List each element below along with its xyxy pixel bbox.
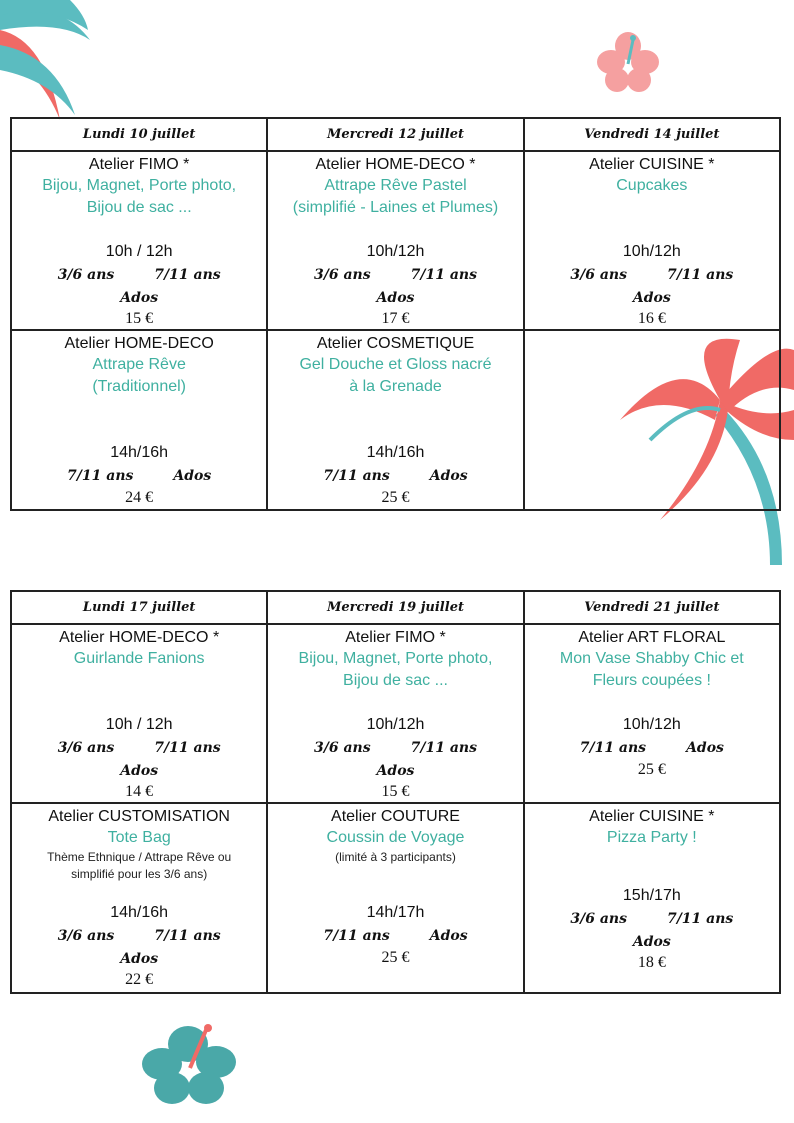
workshop-title: Atelier COSMETIQUE bbox=[316, 335, 475, 352]
age-group: 7/11 ans bbox=[579, 740, 647, 756]
workshop-price: 16 € bbox=[637, 310, 666, 327]
age-group: 3/6 ans bbox=[314, 740, 371, 756]
workshop-price: 25 € bbox=[381, 489, 410, 506]
workshop-subtitle: Guirlande Fanions bbox=[73, 650, 205, 667]
workshop-cell bbox=[267, 803, 523, 993]
workshop-title: Atelier HOME-DECO * bbox=[315, 156, 476, 173]
age-group: Ados bbox=[376, 290, 415, 306]
workshop-title: Atelier HOME-DECO bbox=[64, 335, 214, 352]
workshop-subtitle: Pizza Party ! bbox=[606, 829, 697, 846]
workshop-time: 14h/16h bbox=[366, 444, 425, 461]
afternoon-row bbox=[11, 330, 780, 510]
workshop-cell bbox=[524, 803, 780, 993]
workshop-note: simplifié pour les 3/6 ans) bbox=[71, 867, 208, 881]
workshop-price: 22 € bbox=[125, 971, 154, 988]
table-header-row bbox=[11, 118, 780, 151]
day-header: Lundi 10 juillet bbox=[11, 118, 267, 151]
workshop-price: 15 € bbox=[381, 783, 410, 800]
workshop-subtitle: Tote Bag bbox=[107, 829, 171, 846]
workshop-subtitle: Fleurs coupées ! bbox=[592, 672, 711, 689]
workshop-subtitle: Coussin de Voyage bbox=[326, 829, 465, 846]
age-group: 7/11 ans bbox=[410, 267, 477, 283]
workshop-title: Atelier CUISINE * bbox=[589, 808, 715, 825]
workshop-cell bbox=[11, 803, 267, 993]
workshop-price: 14 € bbox=[125, 783, 154, 800]
day-header: Vendredi 21 juillet bbox=[524, 591, 780, 624]
workshop-time: 15h/17h bbox=[622, 887, 681, 904]
workshop-subtitle: Bijou de sac ... bbox=[86, 199, 192, 216]
workshop-subtitle: Bijou, Magnet, Porte photo, bbox=[298, 650, 493, 667]
workshop-subtitle: Attrape Rêve bbox=[92, 356, 186, 373]
age-group: 7/11 ans bbox=[323, 468, 390, 484]
workshop-time: 14h/17h bbox=[366, 904, 425, 921]
workshop-cell bbox=[11, 330, 267, 510]
workshop-time: 10h/12h bbox=[366, 716, 425, 733]
workshop-cell bbox=[524, 151, 780, 330]
age-group: 7/11 ans bbox=[323, 928, 390, 944]
workshop-subtitle: à la Grenade bbox=[349, 378, 442, 395]
schedule-table-week2 bbox=[10, 590, 781, 994]
workshop-price: 25 € bbox=[381, 949, 410, 966]
age-group: Ados bbox=[120, 290, 159, 306]
workshop-title: Atelier ART FLORAL bbox=[578, 629, 726, 646]
age-group: 7/11 ans bbox=[154, 267, 221, 283]
workshop-time: 14h/16h bbox=[110, 904, 169, 921]
workshop-price: 24 € bbox=[125, 489, 154, 506]
age-group: Ados bbox=[173, 468, 212, 484]
schedule-table-week1 bbox=[10, 117, 781, 511]
workshop-note: (limité à 3 participants) bbox=[335, 850, 456, 864]
workshop-time: 10h/12h bbox=[366, 243, 425, 260]
afternoon-row bbox=[11, 803, 780, 993]
age-group: Ados bbox=[686, 740, 724, 756]
workshop-title: Atelier COUTURE bbox=[331, 808, 460, 825]
workshop-cell bbox=[267, 624, 523, 803]
empty-cell bbox=[524, 330, 780, 510]
workshop-cell bbox=[267, 151, 523, 330]
workshop-subtitle: Mon Vase Shabby Chic et bbox=[559, 650, 744, 667]
workshop-cell bbox=[267, 330, 523, 510]
workshop-price: 18 € bbox=[637, 954, 666, 971]
workshop-note: Thème Ethnique / Attrape Rêve ou bbox=[47, 850, 232, 864]
workshop-subtitle: (Traditionnel) bbox=[92, 378, 186, 395]
age-group: 7/11 ans bbox=[666, 267, 734, 283]
workshop-time: 14h/16h bbox=[110, 444, 169, 461]
day-header: Vendredi 14 juillet bbox=[524, 118, 780, 151]
age-group: 3/6 ans bbox=[570, 267, 627, 283]
age-group: Ados bbox=[632, 290, 671, 306]
workshop-time: 10h/12h bbox=[622, 243, 681, 260]
day-header: Mercredi 19 juillet bbox=[267, 591, 523, 624]
hibiscus-flower-pink bbox=[595, 28, 661, 96]
age-group: 3/6 ans bbox=[314, 267, 371, 283]
workshop-cell bbox=[11, 151, 267, 330]
hibiscus-flower-teal bbox=[140, 1022, 240, 1108]
day-header: Lundi 17 juillet bbox=[11, 591, 267, 624]
age-group: Ados bbox=[632, 934, 671, 950]
age-group: 3/6 ans bbox=[57, 267, 115, 283]
workshop-time: 10h/12h bbox=[622, 716, 681, 733]
workshop-title: Atelier CUSTOMISATION bbox=[48, 808, 230, 825]
age-group: Ados bbox=[120, 763, 159, 779]
workshop-subtitle: Cupcakes bbox=[616, 177, 688, 194]
workshop-cell bbox=[11, 624, 267, 803]
workshop-subtitle: Bijou, Magnet, Porte photo, bbox=[42, 177, 237, 194]
age-group: Ados bbox=[376, 763, 415, 779]
workshop-price: 17 € bbox=[381, 310, 410, 327]
workshop-subtitle: (simplifié - Laines et Plumes) bbox=[292, 199, 499, 216]
workshop-time: 10h / 12h bbox=[105, 243, 173, 260]
workshop-title: Atelier CUISINE * bbox=[589, 156, 715, 173]
age-group: Ados bbox=[120, 951, 159, 967]
age-group: 3/6 ans bbox=[57, 928, 115, 944]
workshop-price: 15 € bbox=[125, 310, 154, 327]
day-header: Mercredi 12 juillet bbox=[267, 118, 523, 151]
workshop-subtitle: Bijou de sac ... bbox=[343, 672, 448, 689]
age-group: 7/11 ans bbox=[154, 740, 221, 756]
workshop-time: 10h / 12h bbox=[105, 716, 173, 733]
age-group: 7/11 ans bbox=[410, 740, 477, 756]
table-header-row bbox=[11, 591, 780, 624]
workshop-subtitle: Gel Douche et Gloss nacré bbox=[299, 356, 492, 373]
morning-row bbox=[11, 151, 780, 330]
workshop-title: Atelier FIMO * bbox=[88, 156, 190, 173]
age-group: 3/6 ans bbox=[57, 740, 115, 756]
age-group: Ados bbox=[429, 468, 468, 484]
workshop-price: 25 € bbox=[637, 761, 666, 778]
workshop-subtitle: Attrape Rêve Pastel bbox=[324, 177, 467, 194]
morning-row bbox=[11, 624, 780, 803]
age-group: 3/6 ans bbox=[570, 911, 627, 927]
workshop-title: Atelier HOME-DECO * bbox=[59, 629, 220, 646]
workshop-title: Atelier FIMO * bbox=[345, 629, 446, 646]
workshop-cell bbox=[524, 624, 780, 803]
age-group: 7/11 ans bbox=[67, 468, 134, 484]
age-group: 7/11 ans bbox=[154, 928, 221, 944]
age-group: Ados bbox=[429, 928, 468, 944]
age-group: 7/11 ans bbox=[666, 911, 734, 927]
